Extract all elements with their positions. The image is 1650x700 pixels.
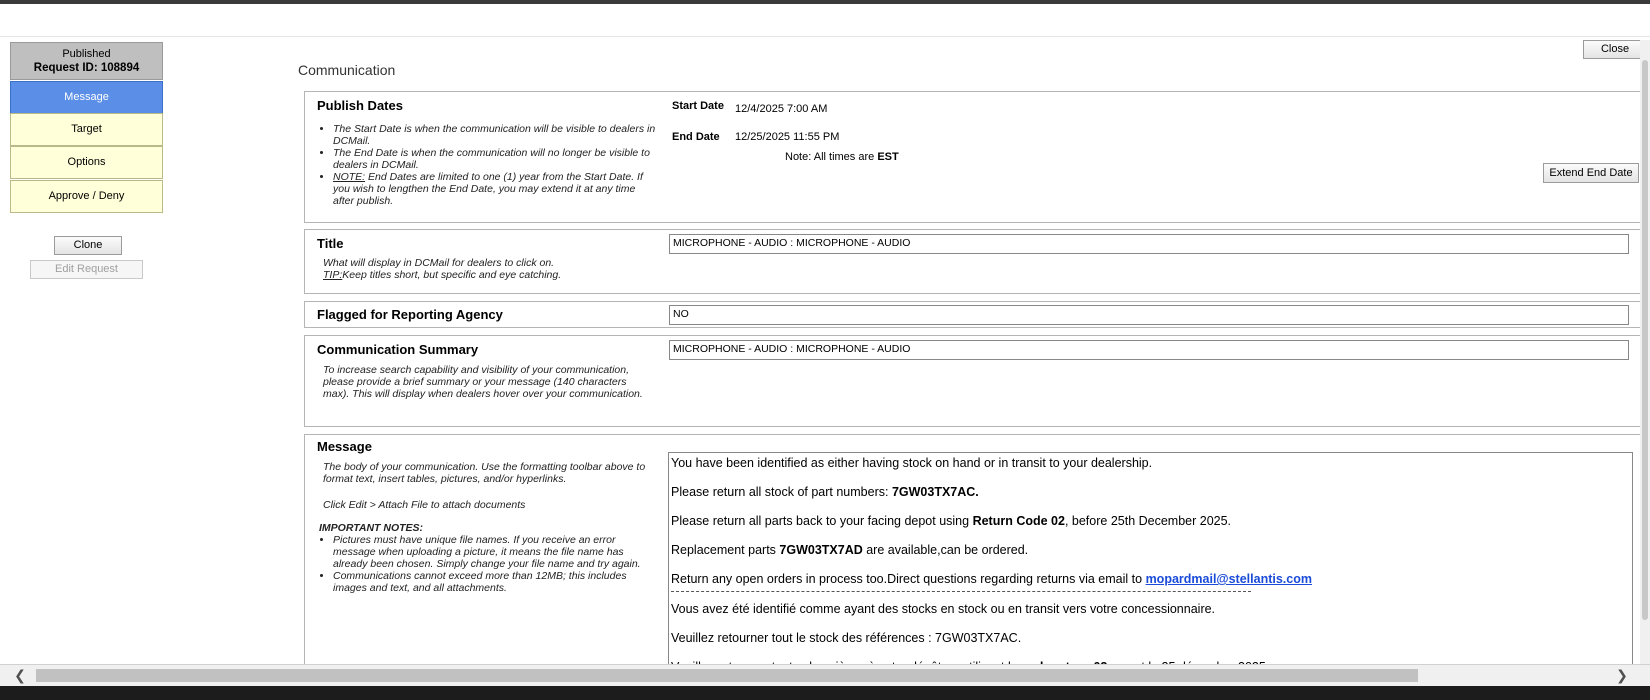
end-date-label: End Date <box>672 131 720 143</box>
horizontal-scrollbar[interactable] <box>0 664 1650 686</box>
edit-request-button[interactable]: Edit Request <box>30 260 143 279</box>
timezone-note <box>785 151 899 163</box>
request-status-box <box>10 42 163 80</box>
return-code: Return Code 02 <box>972 514 1065 528</box>
vertical-scrollbar[interactable] <box>1640 40 1650 664</box>
title-tip <box>323 269 663 281</box>
message-line-2 <box>671 483 1630 501</box>
note-prefix: NOTE: <box>333 171 366 183</box>
close-button[interactable]: Close <box>1583 40 1647 59</box>
tip-text: Keep titles short, but specific and eye catching. <box>342 269 562 281</box>
important-notes <box>319 534 655 594</box>
replacement-part: 7GW03TX7AD <box>779 543 863 557</box>
nav-options[interactable]: Options <box>10 146 163 179</box>
important-notes-heading: IMPORTANT NOTES: <box>319 522 424 534</box>
scroll-left-icon[interactable]: ❮ <box>14 667 26 683</box>
message-heading: Message <box>317 439 372 454</box>
part-number: 7GW03TX7AC. <box>891 485 979 499</box>
vertical-scroll-thumb[interactable] <box>1642 60 1648 620</box>
file-name-note: • Pictures must have unique file names. If you receive an error message when uploading a picture, it means the file name has already been chosen. Simply change your file name and try again. <box>333 534 655 570</box>
start-date-note: • The Start Date is when the communication will be visible to dealers in DCMail. <box>333 123 659 147</box>
email-link[interactable]: mopardmail@stellantis.com <box>1145 572 1312 586</box>
message-line-2-text: Please return all stock of part numbers: <box>671 485 892 499</box>
end-date-value: 12/25/2025 11:55 PM <box>735 131 840 143</box>
window-top-bar <box>0 0 1650 4</box>
request-id: Request ID: 108894 <box>33 62 140 74</box>
message-line-4 <box>671 541 1630 559</box>
message-body-editor[interactable] <box>668 452 1633 682</box>
status-label: Published <box>62 48 111 60</box>
flagged-section <box>304 301 1642 328</box>
message-line-6: Vous avez été identifié comme ayant des stocks en stock ou en transit vers votre concessionnaire. <box>671 602 1216 616</box>
tip-prefix: TIP: <box>323 269 343 281</box>
start-date-label: Start Date <box>672 100 724 112</box>
message-line-3 <box>671 512 1630 530</box>
page-title: Communication <box>298 62 396 78</box>
title-input[interactable]: MICROPHONE - AUDIO : MICROPHONE - AUDIO <box>669 234 1629 254</box>
message-section <box>304 434 1642 666</box>
message-line-1: You have been identified as either having stock on hand or in transit to your dealership. <box>671 456 1153 470</box>
publish-dates-heading: Publish Dates <box>317 98 403 113</box>
message-desc: The body of your communication. Use the formatting toolbar above to format text, insert tables, pictures, and/or hyperlinks. <box>323 461 646 485</box>
title-desc: What will display in DCMail for dealers to click on. <box>323 257 555 269</box>
title-section <box>304 229 1642 294</box>
horizontal-scroll-thumb[interactable] <box>36 669 1418 682</box>
end-date-note: • The End Date is when the communication will no longer be visible to dealers in DCMail. <box>333 147 659 171</box>
size-limit-note: • Communications cannot exceed more than 12MB; this includes images and text, and all attachments. <box>333 570 655 594</box>
limit-note <box>333 171 659 207</box>
publish-dates-notes <box>319 123 659 207</box>
message-line-5 <box>671 570 1630 588</box>
message-line-7: Veuillez retourner tout le stock des références : 7GW03TX7AC. <box>671 631 1022 645</box>
publish-dates-section <box>304 91 1642 223</box>
summary-desc: To increase search capability and visibility of your communication, please provide a brief summary or your message (140 characters max). This will display when dealers hover over your communication. <box>323 364 643 400</box>
message-line-3-end: , before 25th December 2025. <box>1064 514 1232 528</box>
message-line-4-end: are available,can be ordered. <box>862 543 1029 557</box>
timezone-value: EST <box>877 151 899 163</box>
timezone-note-text: Note: All times are <box>785 151 875 163</box>
nav-approve-deny[interactable]: Approve / Deny <box>10 180 163 213</box>
summary-heading: Communication Summary <box>317 342 479 357</box>
scroll-right-icon[interactable]: ❯ <box>1616 667 1628 683</box>
header-divider <box>0 36 1650 37</box>
attach-instructions: Click Edit > Attach File to attach documents <box>323 499 526 511</box>
title-heading: Title <box>317 236 344 251</box>
message-line-3-text: Please return all parts back to your facing depot using <box>671 514 973 528</box>
summary-input[interactable]: MICROPHONE - AUDIO : MICROPHONE - AUDIO <box>669 340 1629 360</box>
clone-button[interactable]: Clone <box>54 236 122 255</box>
dashed-separator <box>671 591 1251 592</box>
start-date-value: 12/4/2025 7:00 AM <box>735 103 828 115</box>
limit-note-text: End Dates are limited to one (1) year from the Start Date. If you wish to lengthen the End Date, you may extend it at any time after publish. <box>333 171 643 207</box>
message-line-5-text: Return any open orders in process too.Direct questions regarding returns via email to <box>671 572 1146 586</box>
message-line-4-text: Replacement parts <box>671 543 780 557</box>
extend-end-date-button[interactable]: Extend End Date <box>1543 163 1639 183</box>
nav-message[interactable]: Message <box>10 81 163 114</box>
nav-target[interactable]: Target <box>10 113 163 146</box>
flagged-heading: Flagged for Reporting Agency <box>317 307 503 322</box>
window-bottom-bar <box>0 686 1650 700</box>
flagged-input[interactable]: NO <box>669 305 1629 325</box>
summary-section <box>304 335 1642 427</box>
